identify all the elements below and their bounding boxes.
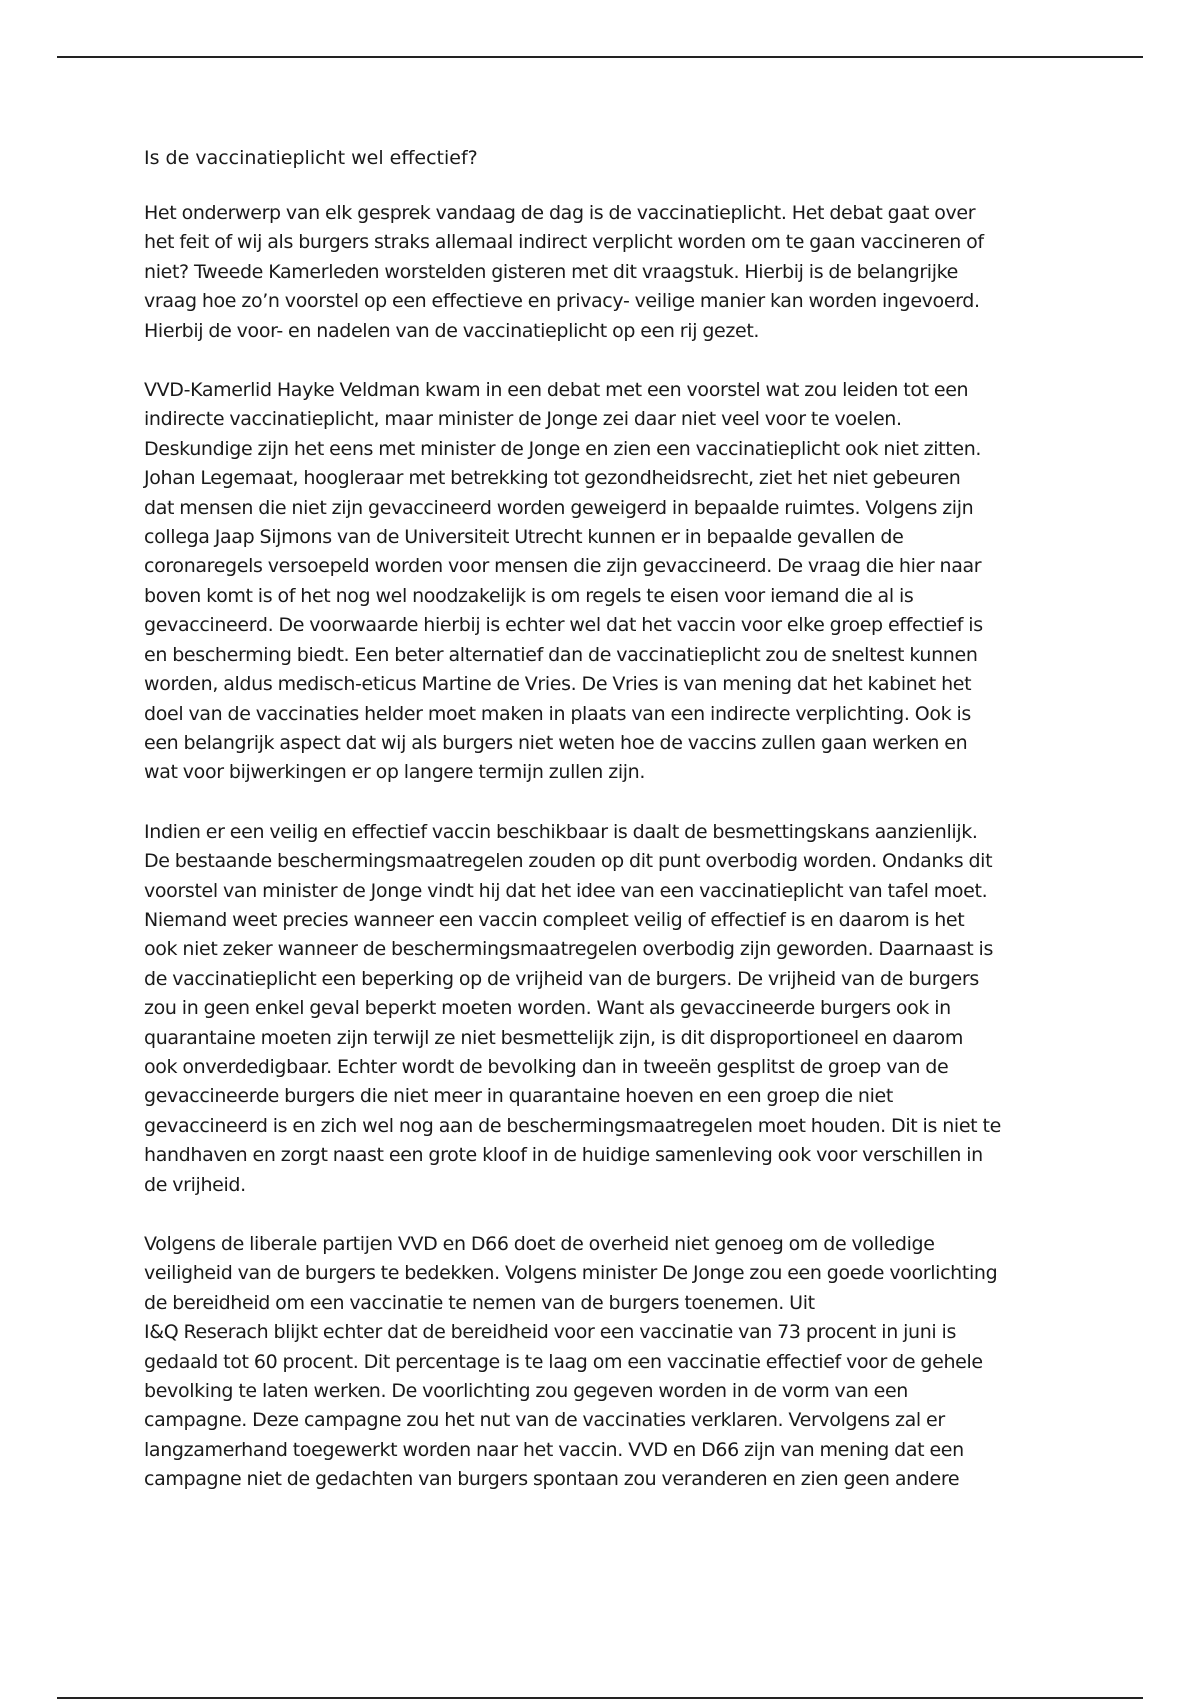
text-line: de vaccinatieplicht een beperking op de vrijheid van de burgers. De vrijheid van de burgers	[144, 967, 979, 990]
text-line: Indien er een veilig en effectief vaccin beschikbaar is daalt de besmettingskans aanzienlijk.	[144, 820, 978, 843]
text-line: de bereidheid om een vaccinatie te nemen van de burgers toenemen. Uit	[144, 1291, 815, 1314]
document-body	[144, 143, 1064, 1525]
text-line: handhaven en zorgt naast een grote kloof in de huidige samenleving ook voor verschillen in	[144, 1144, 983, 1167]
text-line: gevaccineerde burgers die niet meer in quarantaine hoeven en een groep die niet	[144, 1085, 893, 1108]
text-line: gevaccineerd is en zich wel nog aan de beschermingsmaatregelen moet houden. Dit is niet te	[144, 1114, 1001, 1137]
text-line: bevolking te laten werken. De voorlichting zou gegeven worden in de vorm van een	[144, 1380, 909, 1403]
text-line: vraag hoe zo’n voorstel op een effectieve en privacy- veilige manier kan worden ingevoerd.	[144, 290, 980, 313]
body-paragraph	[144, 1230, 1064, 1495]
text-line: indirecte vaccinatieplicht, maar minister de Jonge zei daar niet veel voor te voelen.	[144, 408, 902, 431]
body-paragraph	[144, 199, 1064, 346]
text-line: de vrijheid.	[144, 1173, 246, 1196]
text-line: voorstel van minister de Jonge vindt hij dat het idee van een vaccinatieplicht van tafel moet.	[144, 879, 988, 902]
text-line: ook niet zeker wanneer de beschermingsmaatregelen overbodig zijn geworden. Daarnaast is	[144, 938, 994, 961]
text-line: collega Jaap Sijmons van de Universiteit Utrecht kunnen er in bepaalde gevallen de	[144, 526, 904, 549]
text-line: VVD-Kamerlid Hayke Veldman kwam in een debat met een voorstel wat zou leiden tot een	[144, 379, 969, 402]
text-line: zou in geen enkel geval beperkt moeten worden. Want als gevaccineerde burgers ook in	[144, 997, 951, 1020]
text-line: De bestaande beschermingsmaatregelen zouden op dit punt overbodig worden. Ondanks dit	[144, 850, 993, 873]
text-line: veiligheid van de burgers te bedekken. Volgens minister De Jonge zou een goede voorlichting	[144, 1262, 998, 1285]
text-line: quarantaine moeten zijn terwijl ze niet besmettelijk zijn, is dit disproportioneel en daarom	[144, 1026, 963, 1049]
text-line: Het onderwerp van elk gesprek vandaag de dag is de vaccinatieplicht. Het debat gaat over	[144, 202, 976, 224]
text-line: worden, aldus medisch-eticus Martine de Vries. De Vries is van mening dat het kabinet het	[144, 673, 972, 696]
text-line: Deskundige zijn het eens met minister de Jonge en zien een vaccinatieplicht ook niet zitten.	[144, 437, 982, 460]
text-line: Volgens de liberale partijen VVD en D66 doet de overheid niet genoeg om de volledige	[144, 1233, 935, 1255]
text-line: doel van de vaccinaties helder moet maken in plaats van een indirecte verplichting. Ook is	[144, 702, 971, 725]
paragraph-list	[144, 199, 1064, 1495]
header-rule	[57, 56, 1143, 58]
text-line: campagne. Deze campagne zou het nut van de vaccinaties verklaren. Vervolgens zal er	[144, 1409, 945, 1432]
text-line: gevaccineerd. De voorwaarde hierbij is echter wel dat het vaccin voor elke groep effectief is	[144, 614, 983, 637]
text-line: een belangrijk aspect dat wij als burgers niet weten hoe de vaccins zullen gaan werken en	[144, 731, 968, 754]
text-line: het feit of wij als burgers straks allemaal indirect verplicht worden om te gaan vaccineren of	[144, 231, 984, 254]
text-line: Hierbij de voor- en nadelen van de vaccinatieplicht op een rij gezet.	[144, 319, 760, 342]
text-line: Niemand weet precies wanneer een vaccin compleet veilig of effectief is en daarom is het	[144, 908, 965, 931]
text-line: gedaald tot 60 procent. Dit percentage is te laag om een vaccinatie effectief voor de gehele	[144, 1350, 983, 1373]
document-title: Is de vaccinatieplicht wel effectief?	[144, 147, 478, 169]
text-line: niet? Tweede Kamerleden worstelden gisteren met dit vraagstuk. Hierbij is de belangrijke	[144, 260, 958, 283]
text-line: boven komt is of het nog wel noodzakelijk is om regels te eisen voor iemand die al is	[144, 584, 914, 607]
text-line: en bescherming biedt. Een beter alternatief dan de vaccinatieplicht zou de sneltest kunnen	[144, 643, 978, 666]
body-paragraph	[144, 376, 1064, 788]
text-line: I&Q Reserach blijkt echter dat de bereidheid voor een vaccinatie van 73 procent in juni is	[144, 1321, 957, 1344]
text-line: wat voor bijwerkingen er op langere termijn zullen zijn.	[144, 761, 646, 784]
text-line: campagne niet de gedachten van burgers spontaan zou veranderen en zien geen andere	[144, 1468, 960, 1491]
text-line: coronaregels versoepeld worden voor mensen die zijn gevaccineerd. De vraag die hier naar	[144, 555, 982, 578]
text-line: ook onverdedigbaar. Echter wordt de bevolking dan in tweeën gesplitst de groep van de	[144, 1055, 949, 1078]
text-line: Johan Legemaat, hoogleraar met betrekking tot gezondheidsrecht, ziet het niet gebeuren	[144, 467, 961, 490]
body-paragraph	[144, 818, 1064, 1200]
footer-rule	[57, 1697, 1143, 1699]
text-line: dat mensen die niet zijn gevaccineerd worden geweigerd in bepaalde ruimtes. Volgens zijn	[144, 496, 974, 519]
text-line: langzamerhand toegewerkt worden naar het vaccin. VVD en D66 zijn van mening dat een	[144, 1438, 964, 1461]
